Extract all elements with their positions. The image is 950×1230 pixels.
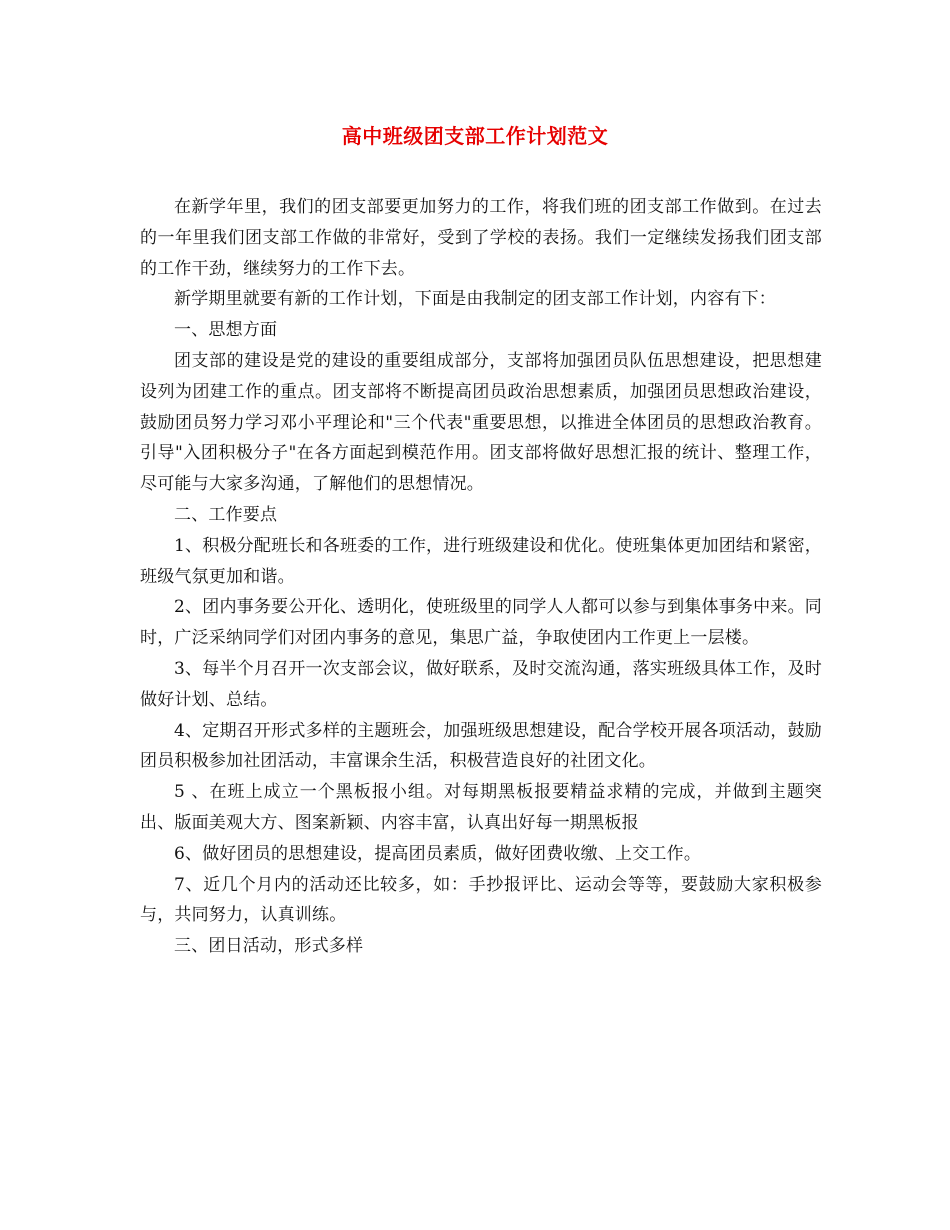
section-heading-work-points: 二、工作要点 [174, 504, 278, 525]
paragraph-thought: 团支部的建设是党的建设的重要组成部分，支部将加强团员队伍思想建设，把思想建设列为团建工作的重点。团支部将不断提高团员政治思想素质，加强团员思想政治建设，鼓励团员努力学习邓小平理论和"三个代表"重要思想，以推进全体团员的思想政治教育。引导"入团积极分子"在各方面起到模范作用。团支部将做好思想汇报的统计、整理工作，尽可能与大家多沟通，了解他们的思想情况。 [140, 350, 822, 495]
document-title: 高中班级团支部工作计划范文 [341, 124, 609, 148]
list-item-7: 7、近几个月内的活动还比较多，如：手抄报评比、运动会等等，要鼓励大家积极参与，共同努力，认真训练。 [140, 874, 822, 926]
section-heading-activities: 三、团日活动，形式多样 [174, 936, 364, 957]
list-item-3: 3、每半个月召开一次支部会议，做好联系，及时交流沟通，落实班级具体工作，及时做好计划、总结。 [140, 658, 822, 710]
list-item-5: 5 、在班上成立一个黑板报小组。对每期黑板报要精益求精的完成，并做到主题突出、版面美观大方、图案新颖、内容丰富，认真出好每一期黑板报 [140, 782, 822, 833]
list-item-4: 4、定期召开形式多样的主题班会，加强班级思想建设，配合学校开展各项活动，鼓励团员积极参加社团活动，丰富课余生活，积极营造良好的社团文化。 [140, 720, 822, 772]
paragraph-plan-lead: 新学期里就要有新的工作计划，下面是由我制定的团支部工作计划，内容有下： [174, 289, 776, 310]
section-heading-thought: 一、思想方面 [174, 320, 278, 341]
list-item-2: 2、团内事务要公开化、透明化，使班级里的同学人人都可以参与到集体事务中来。同时，广泛采纳同学们对团内事务的意见，集思广益，争取使团内工作更上一层楼。 [140, 597, 822, 649]
document-body [140, 192, 822, 962]
paragraph-intro: 在新学年里，我们的团支部要更加努力的工作，将我们班的团支部工作做到。在过去的一年里我们团支部工作做的非常好，受到了学校的表扬。我们一定继续发扬我们团支部的工作干劲，继续努力的工作下去。 [140, 197, 822, 279]
list-item-1: 1、积极分配班长和各班委的工作，进行班级建设和优化。使班集体更加团结和紧密，班级气氛更加和谐。 [140, 535, 822, 587]
list-item-6: 6、做好团员的思想建设，提高团员素质，做好团费收缴、上交工作。 [174, 843, 702, 864]
